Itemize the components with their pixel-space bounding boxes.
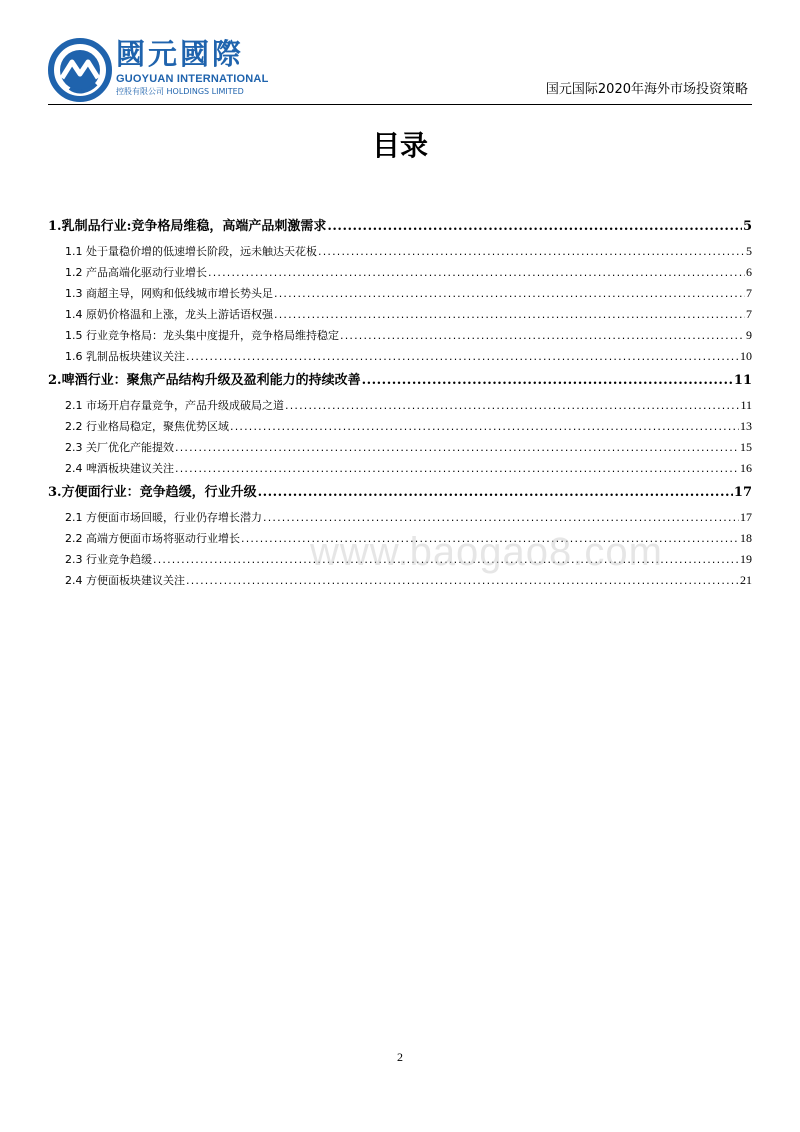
- toc-subsection-link[interactable]: [48, 507, 752, 528]
- toc-page-number: 10: [740, 349, 752, 363]
- toc-dot-leader: [258, 483, 733, 503]
- toc-entry-label: 2.2 行业格局稳定，聚焦优势区域: [65, 420, 229, 433]
- page-header: [0, 0, 800, 110]
- toc-dot-leader: [327, 217, 742, 237]
- toc-subsection-link[interactable]: [48, 416, 752, 437]
- toc-page-number: 13: [740, 419, 752, 433]
- guoyuan-logo-icon: [48, 38, 112, 102]
- toc-dot-leader: [274, 304, 745, 325]
- toc-entry-label: 2.啤酒行业：聚焦产品结构升级及盈利能力的持续改善: [48, 373, 361, 388]
- toc-entry-label: 2.4 方便面板块建议关注: [65, 574, 185, 587]
- toc-title: 目录: [371, 129, 428, 162]
- toc-section-link[interactable]: [48, 371, 752, 391]
- toc-entry-label: 1.3 商超主导，网购和低线城市增长势头足: [65, 287, 273, 300]
- toc-entry-label: 1.4 原奶价格温和上涨，龙头上游话语权强: [65, 308, 273, 321]
- toc-page-number: 17: [740, 510, 752, 524]
- toc-entry-label: 2.3 行业竞争趋缓: [65, 553, 152, 566]
- toc-subsection-link[interactable]: [48, 346, 752, 367]
- toc-page-number: 11: [733, 373, 752, 388]
- toc-dot-leader: [186, 346, 739, 367]
- toc-page-number: 6: [746, 265, 752, 279]
- toc-subsection-link[interactable]: [48, 325, 752, 346]
- header-divider: [48, 104, 752, 105]
- toc-page-number: 19: [740, 552, 752, 566]
- toc-entry-label: 1.6 乳制品板块建议关注: [65, 350, 185, 363]
- toc-section-link[interactable]: [48, 483, 752, 503]
- toc-entry-label: 2.1 方便面市场回暖，行业仍存增长潜力: [65, 511, 262, 524]
- toc-page-number: 18: [740, 531, 752, 545]
- toc-page-number: 21: [740, 573, 752, 587]
- toc-page-number: 5: [746, 244, 752, 258]
- toc-subsection-link[interactable]: [48, 304, 752, 325]
- toc-entry-label: 1.5 行业竞争格局：龙头集中度提升，竞争格局维持稳定: [65, 329, 339, 342]
- toc-dot-leader: [318, 241, 745, 262]
- toc-page-number: 7: [746, 307, 752, 321]
- toc-dot-leader: [274, 283, 745, 304]
- toc-page-number: 9: [746, 328, 752, 342]
- toc-entry-label: 2.4 啤酒板块建议关注: [65, 462, 174, 475]
- brand-name-en: GUOYUAN INTERNATIONAL: [116, 73, 269, 85]
- toc-dot-leader: [263, 507, 739, 528]
- toc-page-number: 11: [740, 398, 752, 412]
- toc-dot-leader: [285, 395, 739, 416]
- brand-name-en-sub: 控股有限公司 HOLDINGS LIMITED: [116, 87, 244, 96]
- toc-subsection-link[interactable]: [48, 458, 752, 479]
- toc-entry-label: 2.3 关厂优化产能提效: [65, 441, 174, 454]
- toc-entry-label: 2.1 市场开启存量竞争，产品升级成破局之道: [65, 399, 284, 412]
- toc-subsection-link[interactable]: [48, 241, 752, 262]
- toc-page-number: 15: [740, 440, 752, 454]
- toc-dot-leader: [340, 325, 745, 346]
- toc-subsection-link[interactable]: [48, 437, 752, 458]
- toc-subsection-link[interactable]: [48, 283, 752, 304]
- toc-subsection-link[interactable]: [48, 262, 752, 283]
- toc-entry-label: 1.1 处于量稳价增的低速增长阶段，远未触达天花板: [65, 245, 317, 258]
- brand-name-cn: 國元國際: [116, 37, 245, 71]
- toc-dot-leader: [175, 437, 739, 458]
- toc-entry-label: 2.2 高端方便面市场将驱动行业增长: [65, 532, 240, 545]
- page-number: 2: [397, 1050, 403, 1064]
- toc-page-number: 7: [746, 286, 752, 300]
- toc-page-number: 5: [742, 219, 752, 234]
- toc-page-number: 16: [740, 461, 752, 475]
- report-title: 国元国际2020年海外市场投资策略: [545, 82, 748, 97]
- toc-section-link[interactable]: [48, 217, 752, 237]
- toc-dot-leader: [175, 458, 739, 479]
- toc-page-number: 17: [733, 485, 752, 500]
- toc-dot-leader: [230, 416, 739, 437]
- toc-dot-leader: [362, 371, 733, 391]
- toc-entry-label: 3.方便面行业：竞争趋缓，行业升级: [48, 485, 257, 500]
- toc-entry-label: 1.2 产品高端化驱动行业增长: [65, 266, 207, 279]
- toc-entry-label: 1.乳制品行业:竞争格局维稳，高端产品刺激需求: [48, 219, 327, 234]
- watermark: www.baogao8.com: [310, 530, 663, 574]
- toc-dot-leader: [208, 262, 745, 283]
- toc-subsection-link[interactable]: [48, 395, 752, 416]
